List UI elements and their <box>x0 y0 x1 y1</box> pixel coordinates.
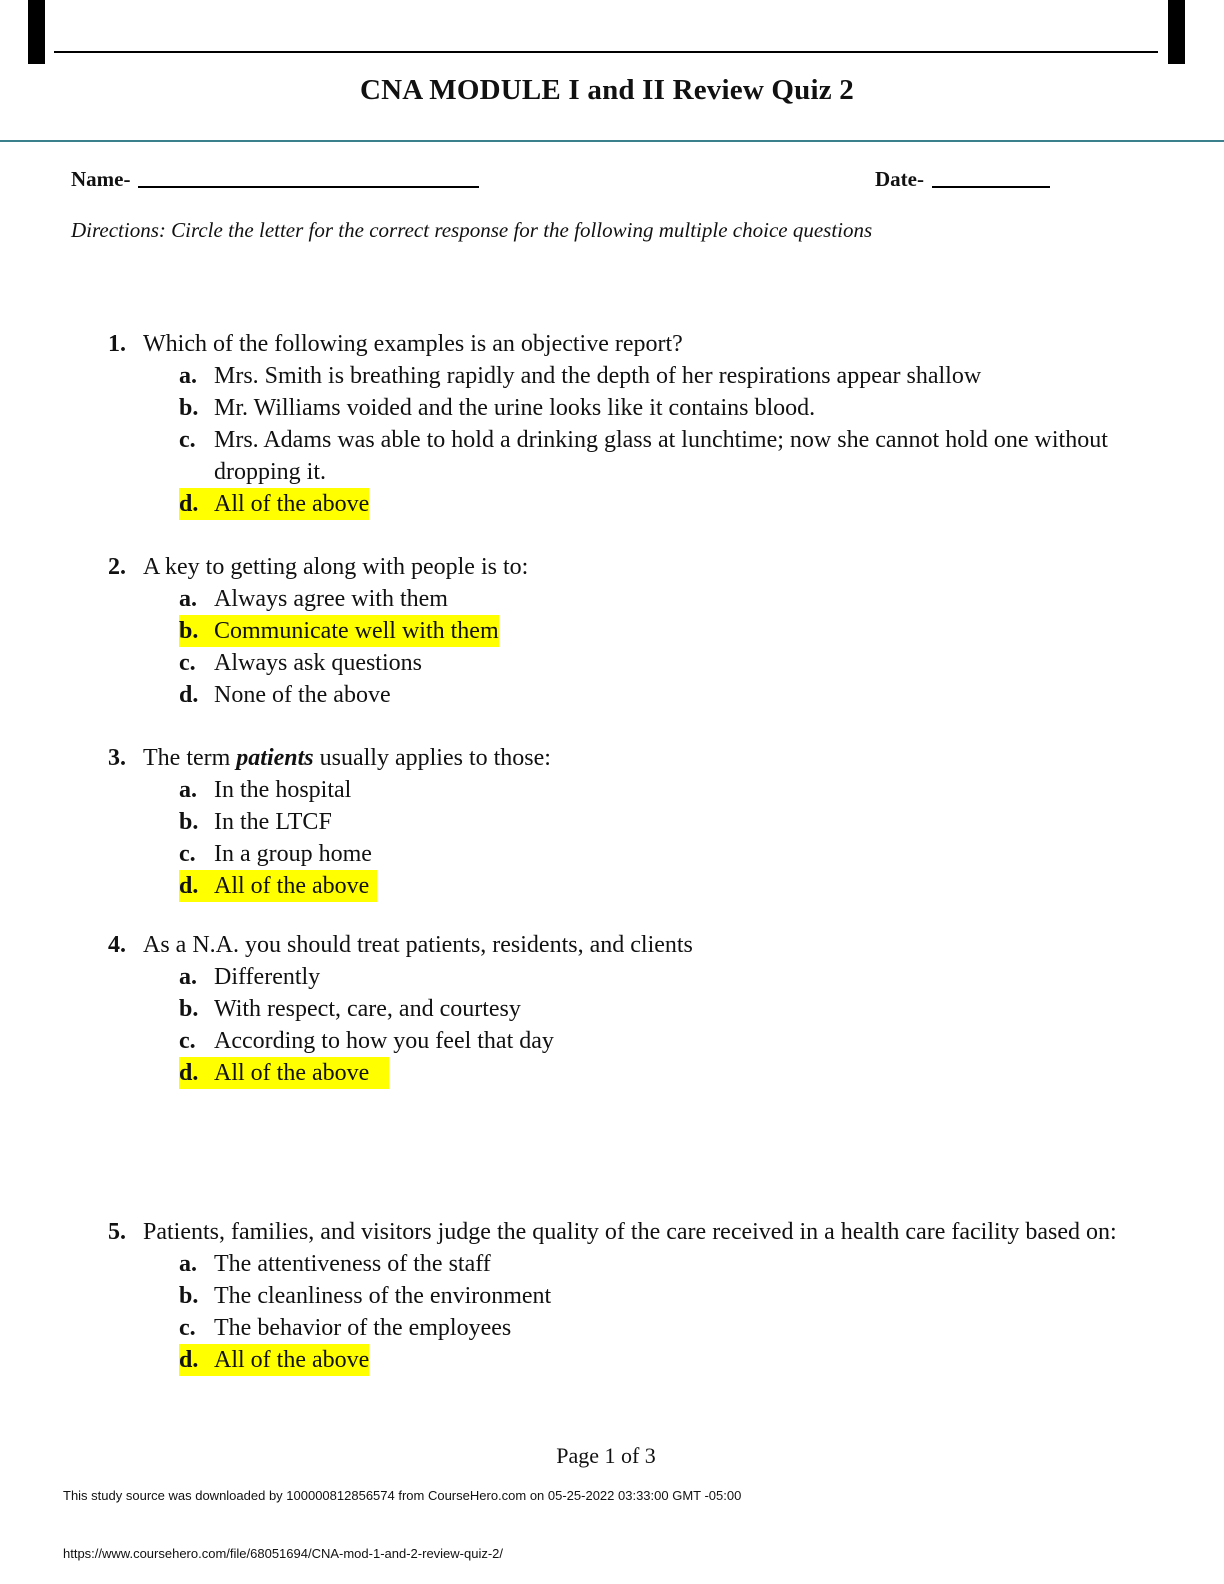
option-text: In the hospital <box>214 777 352 803</box>
question-text-after: usually applies to those: <box>313 745 551 771</box>
option-letter: d. <box>179 1347 199 1373</box>
question-text: A key to getting along with people is to: <box>143 554 529 580</box>
option-b <box>179 615 1118 647</box>
document-title: CNA MODULE I and II Review Quiz 2 <box>360 74 854 106</box>
option-text: Differently <box>214 964 321 990</box>
option-letter: d. <box>179 1060 199 1086</box>
question-3 <box>108 742 1118 902</box>
option-text: In the LTCF <box>214 809 332 835</box>
option-text: All of the above <box>214 1060 370 1086</box>
option-text: The attentiveness of the staff <box>214 1251 491 1277</box>
date-blank-line <box>932 164 1050 188</box>
right-header-bar <box>1168 0 1185 64</box>
name-blank-line <box>138 164 479 188</box>
option-b <box>179 1280 1118 1312</box>
emphasized-term: patients <box>236 745 314 771</box>
option-text: The cleanliness of the environment <box>214 1283 552 1309</box>
option-letter: b. <box>179 996 199 1022</box>
question-2 <box>108 551 1118 711</box>
highlighted-answer <box>179 870 377 902</box>
option-b <box>179 993 1118 1025</box>
source-note: This study source was downloaded by 100000812856574 from CourseHero.com on 05-25-2022 03:33:00 GMT -05:00 <box>63 1488 742 1503</box>
option-d <box>179 1344 1118 1376</box>
name-field <box>71 162 479 192</box>
option-b <box>179 392 1118 424</box>
highlighted-answer <box>179 615 499 647</box>
source-url: https://www.coursehero.com/file/68051694/CNA-mod-1-and-2-review-quiz-2/ <box>63 1546 504 1561</box>
highlighted-answer <box>179 1057 389 1089</box>
question-number: 3. <box>108 745 126 771</box>
option-letter: a. <box>179 964 197 990</box>
option-a <box>179 583 1118 615</box>
option-text: With respect, care, and courtesy <box>214 996 521 1022</box>
option-text: Communicate well with them <box>214 618 499 644</box>
option-c <box>179 1312 1118 1344</box>
option-letter: a. <box>179 363 197 389</box>
option-b <box>179 806 1118 838</box>
option-letter: c. <box>179 427 196 453</box>
option-d <box>179 870 1118 902</box>
question-number: 2. <box>108 554 126 580</box>
option-text: Always agree with them <box>214 586 448 612</box>
option-a <box>179 360 1118 392</box>
option-text: Always ask questions <box>214 650 422 676</box>
question-number: 4. <box>108 932 126 958</box>
option-letter: c. <box>179 650 196 676</box>
question-text <box>143 742 1118 774</box>
option-letter: d. <box>179 682 199 708</box>
option-d <box>179 488 1118 520</box>
option-c <box>179 1025 1118 1057</box>
title-divider <box>0 140 1224 142</box>
option-letter: a. <box>179 777 197 803</box>
question-text: As a N.A. you should treat patients, residents, and clients <box>143 932 693 958</box>
question-number: 5. <box>108 1219 126 1245</box>
option-text: In a group home <box>214 841 372 867</box>
highlighted-answer <box>179 488 369 520</box>
option-letter: b. <box>179 395 199 421</box>
question-text: Patients, families, and visitors judge the quality of the care received in a health care facility based on: <box>143 1219 1117 1245</box>
option-text: Mrs. Smith is breathing rapidly and the depth of her respirations appear shallow <box>214 363 982 389</box>
question-number: 1. <box>108 331 126 357</box>
option-text: None of the above <box>214 682 391 708</box>
date-label: Date- <box>875 167 924 191</box>
option-letter: b. <box>179 809 199 835</box>
option-d <box>179 679 1118 711</box>
question-1 <box>108 328 1118 520</box>
option-text: All of the above <box>214 873 370 899</box>
option-letter: d. <box>179 873 199 899</box>
question-text: Which of the following examples is an objective report? <box>143 331 683 357</box>
option-letter: c. <box>179 1028 196 1054</box>
option-letter: a. <box>179 586 197 612</box>
option-c <box>179 424 1118 488</box>
option-a <box>179 774 1118 806</box>
date-field <box>875 162 1050 192</box>
option-letter: b. <box>179 618 199 644</box>
option-a <box>179 961 1118 993</box>
question-4 <box>108 929 1118 1089</box>
option-text: The behavior of the employees <box>214 1315 512 1341</box>
option-letter: d. <box>179 491 199 517</box>
option-text: Mrs. Adams was able to hold a drinking glass at lunchtime; now she cannot hold one without dropping it. <box>214 427 1108 485</box>
directions-text: Directions: Circle the letter for the correct response for the following multiple choice questions <box>71 218 873 242</box>
option-text: All of the above <box>214 491 370 517</box>
name-label: Name- <box>71 167 131 191</box>
option-text: All of the above <box>214 1347 370 1373</box>
header-top-rule <box>54 51 1158 53</box>
option-letter: a. <box>179 1251 197 1277</box>
option-text: Mr. Williams voided and the urine looks like it contains blood. <box>214 395 816 421</box>
page-number: Page 1 of 3 <box>556 1443 656 1468</box>
option-c <box>179 838 1118 870</box>
option-letter: b. <box>179 1283 199 1309</box>
question-text-before: The term <box>143 745 237 771</box>
question-5 <box>108 1216 1118 1376</box>
option-text: According to how you feel that day <box>214 1028 554 1054</box>
option-c <box>179 647 1118 679</box>
option-letter: c. <box>179 1315 196 1341</box>
option-a <box>179 1248 1118 1280</box>
highlighted-answer <box>179 1344 369 1376</box>
option-letter: c. <box>179 841 196 867</box>
left-header-bar <box>28 0 45 64</box>
option-d <box>179 1057 1118 1089</box>
